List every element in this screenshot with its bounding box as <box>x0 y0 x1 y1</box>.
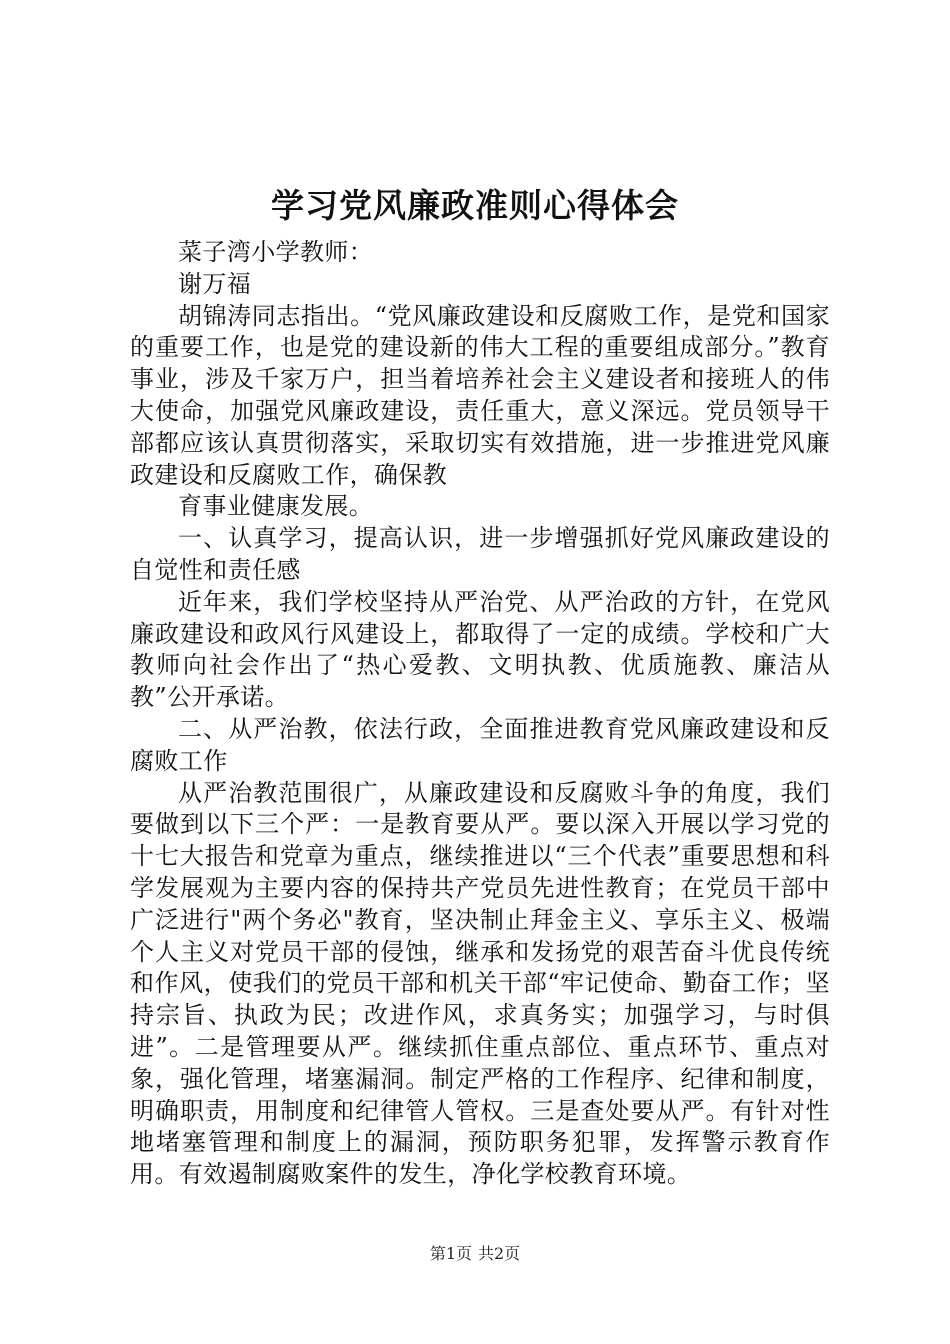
page-number: 第1页 <box>429 1244 472 1263</box>
document-body <box>130 237 830 1191</box>
document-title: 学习党风廉政准则心得体会 <box>271 186 679 225</box>
body-paragraph: 近年来，我们学校坚持从严治党、从严治政的方针，在党风廉政建设和政风行风建设上，都取得了一定的成绩。学校和广大教师向社会作出了“热心爱教、文明执教、优质施教、廉洁从教”公开承诺。 <box>130 587 830 712</box>
section-heading: 二、从严治教，依法行政，全面推进教育党风廉政建设和反腐败工作 <box>130 714 830 775</box>
section-heading: 一、认真学习，提高认识，进一步增强抓好党风廉政建设的自觉性和责任感 <box>130 524 830 584</box>
page-total: 共2页 <box>478 1244 521 1263</box>
body-paragraph: 胡锦涛同志指出。“党风廉政建设和反腐败工作，是党和国家的重要工作，也是党的建设新的伟大工程的重要组成部分。”教育事业，涉及千家万户，担当着培养社会主义建设者和接班人的伟大使命，加强党风廉政建设，责任重大，意义深远。党员领导干部都应该认真贯彻落实，采取切实有效措施，进一步推进党风廉政建设和反腐败工作，确保教 <box>130 301 830 489</box>
author-affiliation: 菜子湾小学教师： <box>178 238 374 266</box>
author-name: 谢万福 <box>178 269 252 298</box>
body-paragraph: 育事业健康发展。 <box>178 492 374 521</box>
page-footer <box>0 1244 950 1264</box>
body-paragraph: 从严治教范围很广，从廉政建设和反腐败斗争的角度，我们要做到以下三个严：一是教育要从严。要以深入开展以学习党的十七大报告和党章为重点，继续推进以“三个代表”重要思想和科学发展观为主要内容的保持共产党员先进性教育；在党员干部中广泛进行"两个务必"教育，坚决制止拜金主义、享乐主义、极端个人主义对党员干部的侵蚀，继承和发扬党的艰苦奋斗优良传统和作风，使我们的党员干部和机关干部“牢记使命、勤奋工作；坚持宗旨、执政为民；改进作风，求真务实；加强学习，与时俱进”。二是管理要从严。继续抓住重点部位、重点环节、重点对象，强化管理，堵塞漏洞。制定严格的工作程序、纪律和制度，明确职责，用制度和纪律管人管权。三是查处要从严。有针对性地堵塞管理和制度上的漏洞，预防职务犯罪，发挥警示教育作用。有效遏制腐败案件的发生，净化学校教育环境。 <box>130 778 830 1189</box>
